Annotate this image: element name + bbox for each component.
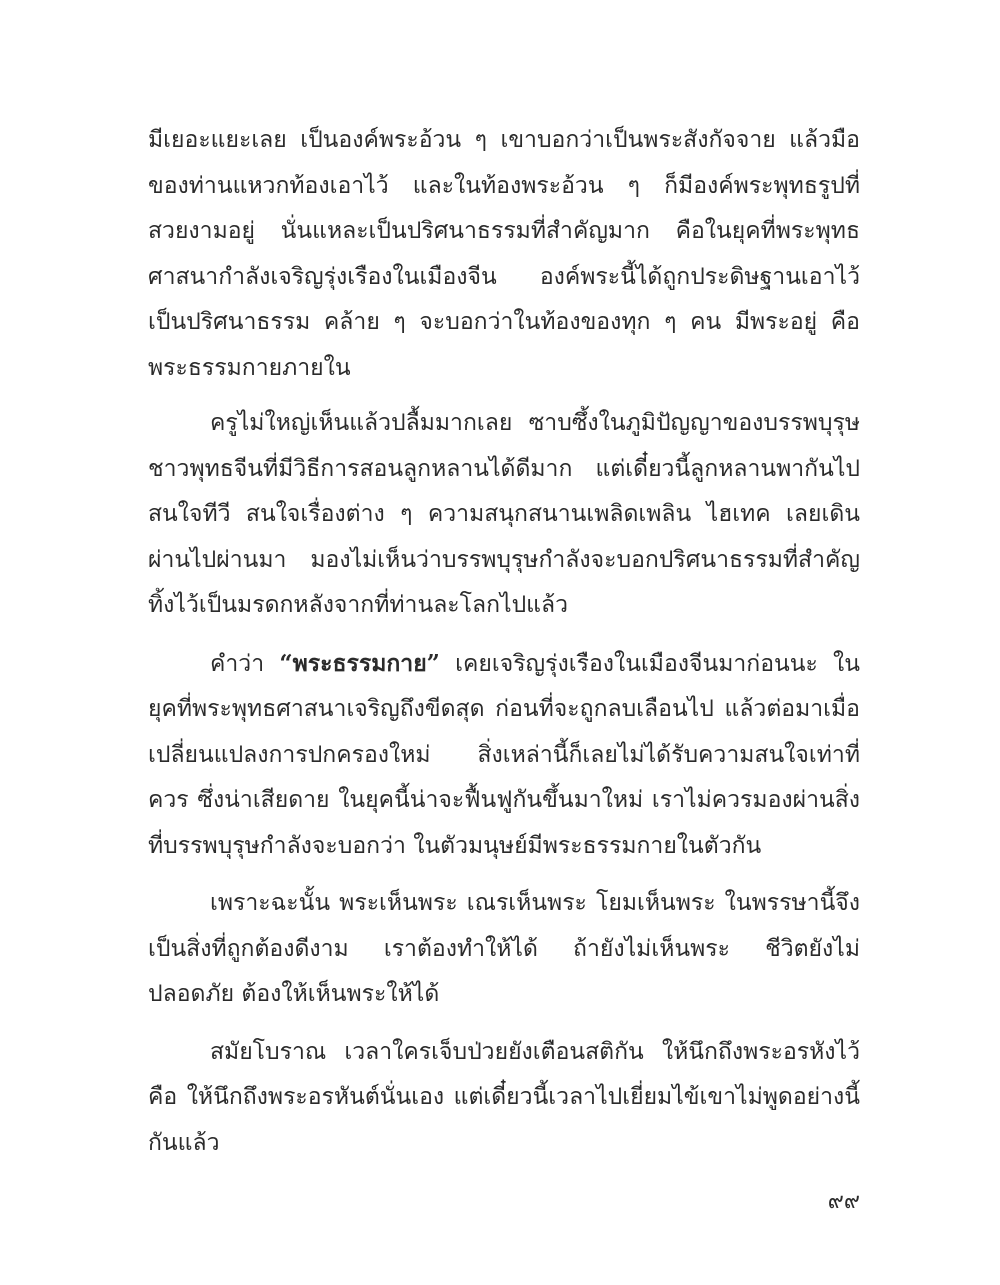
- paragraph-2: ครูไม่ใหญ่เห็นแล้วปลื้มมากเลย ซาบซึ้งในภูมิปัญญาของบรรพบุรุษชาวพุทธจีนที่มีวิธีการสอนลูกหลานได้ดีมาก แต่เดี๋ยวนี้ลูกหลานพากันไปสนใจทีวี สนใจเรื่องต่าง ๆ ความสนุกสนานเพลิดเพลิน ไฮเทค เลยเดินผ่านไปผ่านมา มองไม่เห็นว่าบรรพบุรุษกำลังจะบอกปริศนาธรรมที่สำคัญทิ้งไว้เป็นมรดกหลังจากที่ท่านละโลกไปแล้ว: [148, 410, 860, 618]
- emphasized-term: “พระธรรมกาย”: [279, 649, 440, 677]
- page-number: ๙๙: [827, 1189, 860, 1214]
- paragraph-3-lead: คำว่า: [210, 650, 280, 677]
- paragraph-4: เพราะฉะนั้น พระเห็นพระ เณรเห็นพระ โยมเห็นพระ ในพรรษานี้จึงเป็นสิ่งที่ถูกต้องดีงาม เราต้องทำให้ได้ ถ้ายังไม่เห็นพระ ชีวิตยังไม่ปลอดภัย ต้องให้เห็นพระให้ได้: [148, 890, 860, 1007]
- document-page: [148, 118, 860, 1166]
- paragraph-3-body: เคยเจริญรุ่งเรืองในเมืองจีนมาก่อนนะ ในยุคที่พระพุทธศาสนาเจริญถึงขีดสุด ก่อนที่จะถูกลบเลือนไป แล้วต่อมาเมื่อเปลี่ยนแปลงการปกครองใหม่ สิ่งเหล่านี้ก็เลยไม่ได้รับความสนใจเท่าที่ควร ซึ่งน่าเสียดาย ในยุคนี้น่าจะฟื้นฟูกันขึ้นมาใหม่ เราไม่ควรมองผ่านสิ่งที่บรรพบุรุษกำลังจะบอกว่า ในตัวมนุษย์มีพระธรรมกายในตัวกัน: [148, 650, 860, 859]
- paragraph-1: มีเยอะแยะเลย เป็นองค์พระอ้วน ๆ เขาบอกว่าเป็นพระสังกัจจาย แล้วมือของท่านแหวกท้องเอาไว้ และในท้องพระอ้วน ๆ ก็มีองค์พระพุทธรูปที่สวยงามอยู่ นั่นแหละเป็นปริศนาธรรมที่สำคัญมาก คือในยุคที่พระพุทธศาสนากำลังเจริญรุ่งเรืองในเมืองจีน องค์พระนี้ได้ถูกประดิษฐานเอาไว้เป็นปริศนาธรรม คล้าย ๆ จะบอกว่าในท้องของทุก ๆ คน มีพระอยู่ คือ พระธรรมกายภายใน: [148, 127, 860, 381]
- paragraph-3: [148, 641, 860, 870]
- paragraph-5: สมัยโบราณ เวลาใครเจ็บป่วยยังเตือนสติกัน ให้นึกถึงพระอรหังไว้ คือ ให้นึกถึงพระอรหันต์นั่นเอง แต่เดี๋ยวนี้เวลาไปเยี่ยมไข้เขาไม่พูดอย่างนี้กันแล้ว: [148, 1038, 860, 1156]
